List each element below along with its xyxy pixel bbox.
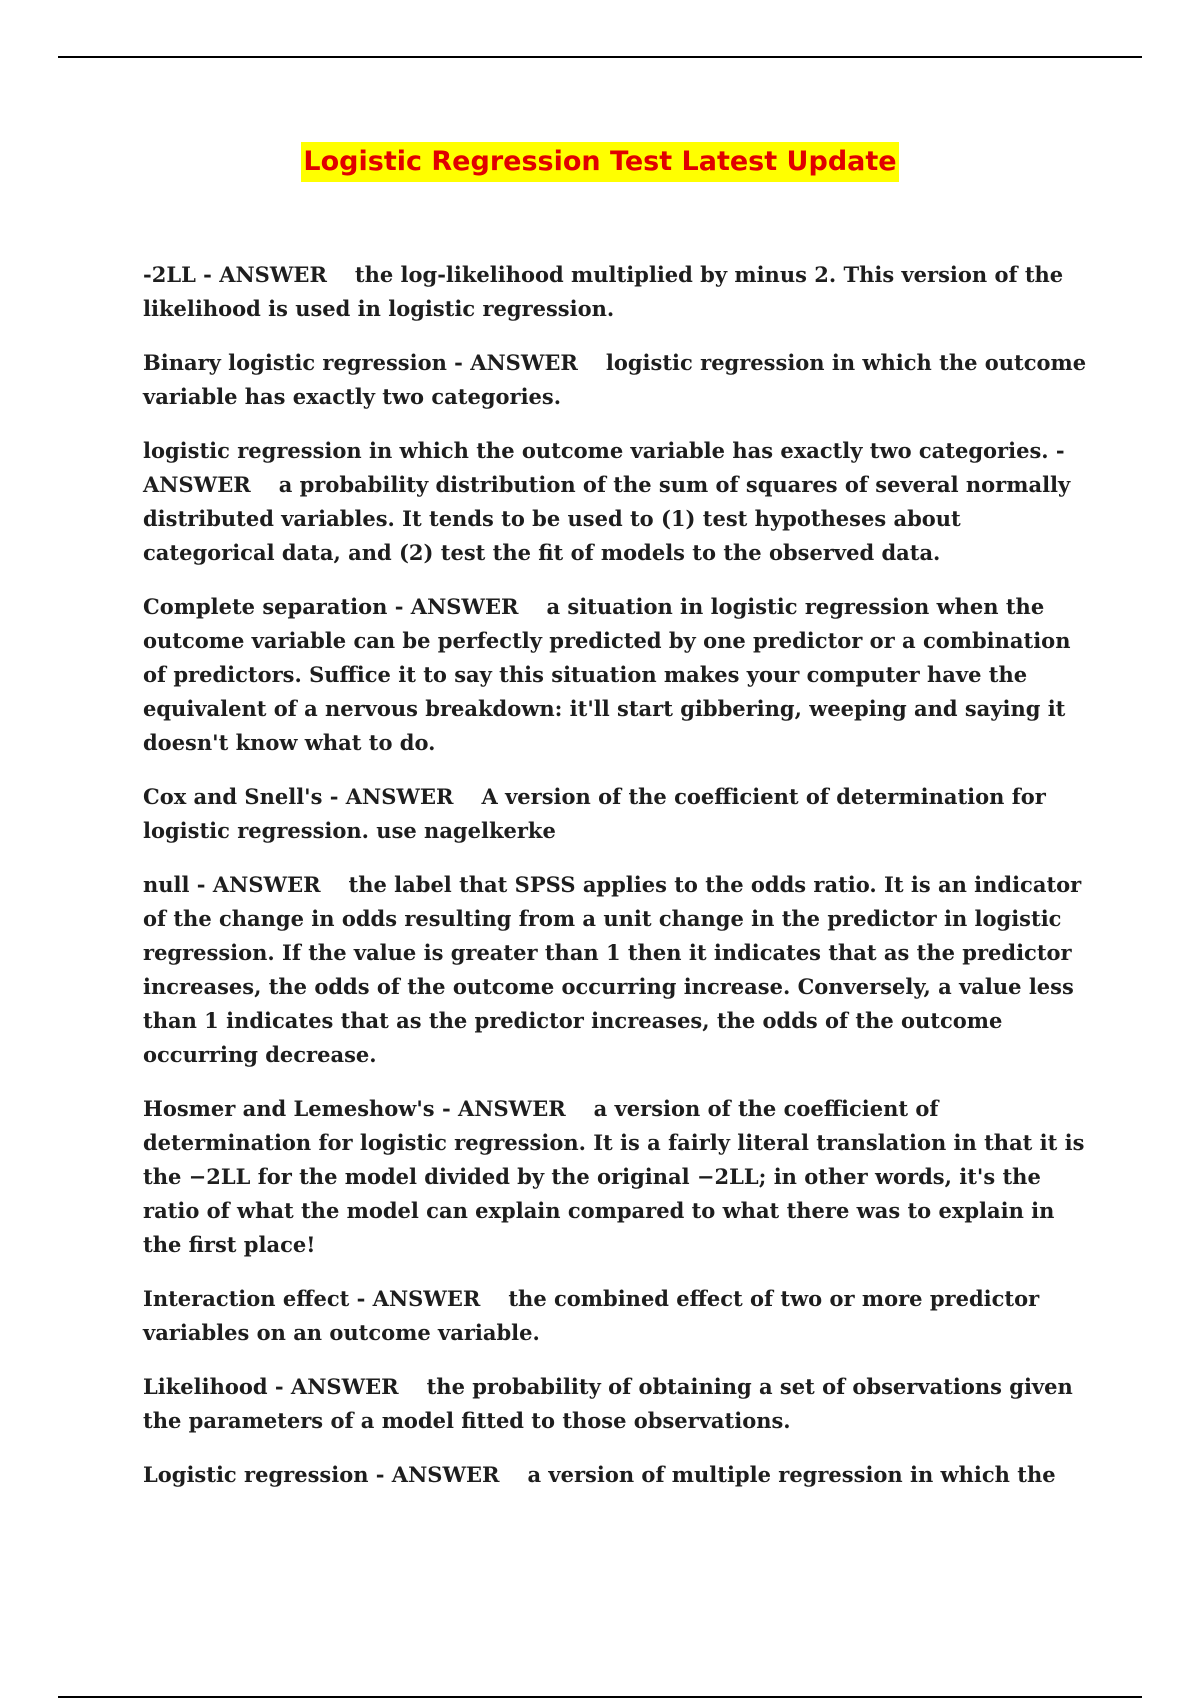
entry-term: null - ANSWER [143, 872, 321, 897]
entry-term: Binary logistic regression - ANSWER [143, 350, 578, 375]
entry-definition: the combined effect of two or more predictor variables on an outcome variable. [143, 1286, 1040, 1345]
entry [143, 780, 1093, 848]
entry-term: Hosmer and Lemeshow's - ANSWER [143, 1096, 566, 1121]
entry-definition: a probability distribution of the sum of squares of several normally distributed variables. It tends to be used to (1) test hypotheses about categorical data, and (2) test the fit of models to the observed data. [143, 472, 1071, 565]
entry-term: Interaction effect - ANSWER [143, 1286, 481, 1311]
entry [143, 1282, 1093, 1350]
entry [143, 1370, 1093, 1438]
entry [143, 1458, 1093, 1492]
entry-definition: the log-likelihood multiplied by minus 2. This version of the likelihood is used in logistic regression. [143, 262, 1064, 321]
entry [143, 346, 1093, 414]
bottom-rule [58, 1696, 1142, 1698]
entry-term: Complete separation - ANSWER [143, 594, 519, 619]
entry-definition: A version of the coefficient of determination for logistic regression. use nagelkerke [143, 784, 1046, 843]
entry [143, 434, 1093, 570]
entry-term: logistic regression in which the outcome variable has exactly two categories. - ANSWER [143, 438, 1065, 497]
entry-term: Cox and Snell's - ANSWER [143, 784, 454, 809]
entry-definition: the label that SPSS applies to the odds ratio. It is an indicator of the change in odds resulting from a unit change in the predictor in logistic regression. If the value is greater than 1 then it indicates that as the predictor increases, the odds of the outcome occurring increase. Conversely, a value less than 1 indicates that as the predictor increases, the odds of the outcome occurring decrease. [143, 872, 1082, 1067]
entry-definition: a version of multiple regression in which the [527, 1462, 1056, 1487]
entry-definition: logistic regression in which the outcome variable has exactly two categories. [143, 350, 1087, 409]
entry-definition: a version of the coefficient of determination for logistic regression. It is a fairly literal translation in that it is the −2LL for the model divided by the original −2LL; in other words, it's the ratio of what the model can explain compared to what there was to explain in the first place! [143, 1096, 1085, 1257]
entry [143, 590, 1093, 760]
entry-term: -2LL - ANSWER [143, 262, 327, 287]
entry-definition: the probability of obtaining a set of observations given the parameters of a model fitted to those observations. [143, 1374, 1073, 1433]
top-rule [58, 56, 1142, 58]
entry [143, 1092, 1093, 1262]
page-title: Logistic Regression Test Latest Update [301, 142, 898, 182]
entry-term: Likelihood - ANSWER [143, 1374, 399, 1399]
entry-definition: a situation in logistic regression when the outcome variable can be perfectly predicted by one predictor or a combination of predictors. Suffice it to say this situation makes your computer have the equivalent of a nervous breakdown: it'll start gibbering, weeping and saying it doesn't know what to do. [143, 594, 1071, 755]
entry [143, 868, 1093, 1072]
entry-term: Logistic regression - ANSWER [143, 1462, 500, 1487]
entry [143, 258, 1093, 326]
document-body [143, 258, 1093, 1512]
title-wrap [0, 142, 1200, 182]
